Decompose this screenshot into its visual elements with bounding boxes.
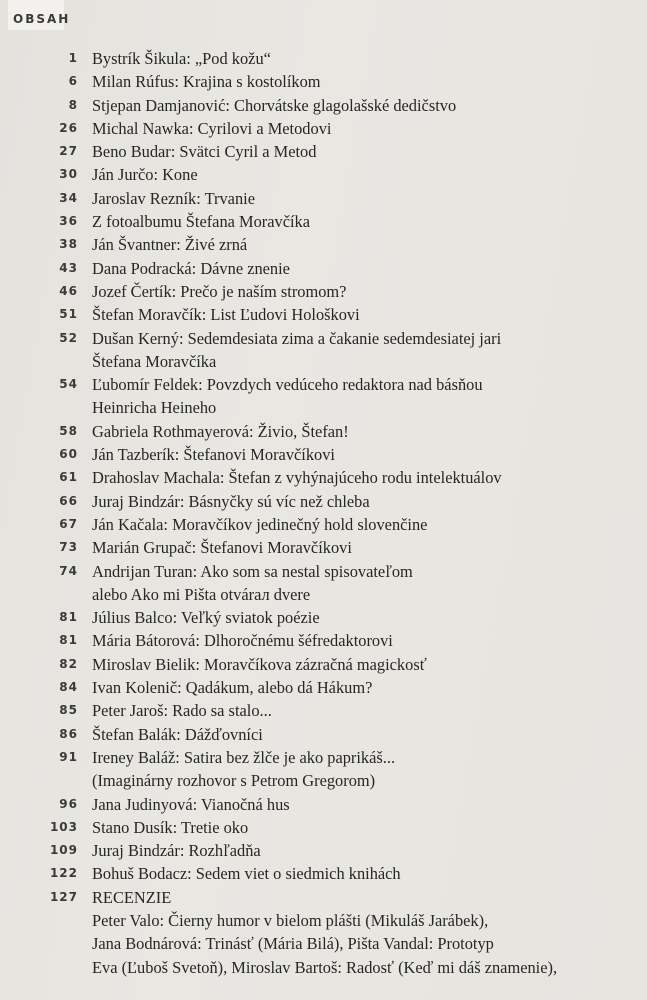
toc-entry <box>0 94 647 117</box>
toc-entry <box>0 839 647 862</box>
entry-title: Jozef Čertík: Prečo je naším stromom? <box>92 281 347 301</box>
page-number: 51 <box>59 307 78 322</box>
entry-title: Štefan Moravčík: List Ľudovi Hološkovi <box>92 305 360 325</box>
entry-title: Ján Švantner: Živé zrná <box>92 235 248 255</box>
entry-title: (Imaginárny rozhovor s Petrom Gregorom) <box>92 771 376 791</box>
entry-title: Miroslav Bielik: Moravčíkova zázračná magickosť <box>92 654 427 674</box>
page-number: 36 <box>59 214 78 229</box>
page-number: 109 <box>49 843 78 858</box>
page-number: 6 <box>68 74 78 89</box>
toc-entry <box>0 699 647 722</box>
toc-entry-continuation <box>0 396 647 419</box>
page-number: 60 <box>59 447 78 462</box>
page-number: 8 <box>68 97 78 112</box>
toc-entry-continuation <box>0 956 647 979</box>
entry-title: Milan Rúfus: Krajina s kostolíkom <box>92 72 321 92</box>
entry-title: Bohuš Bodacz: Sedem viet o siedmich knihách <box>92 864 401 884</box>
toc-entry <box>0 443 647 466</box>
toc-entry <box>0 560 647 583</box>
page-number: 27 <box>59 144 78 159</box>
entry-title: Michal Nawka: Cyrilovi a Metodovi <box>92 118 332 138</box>
entry-title: Peter Jaroš: Rado sa stalo... <box>92 701 272 721</box>
toc-entry <box>0 886 647 909</box>
entry-title: Ľubomír Feldek: Povzdych vedúceho redaktora nad básňou <box>92 375 483 395</box>
entry-title: Ireney Baláž: Satira bez žlče je ako paprikáš... <box>92 747 396 767</box>
toc-entry-continuation <box>0 769 647 792</box>
page-number: 1 <box>68 51 78 65</box>
page-number: 81 <box>59 633 78 648</box>
entry-title: Stano Dusík: Tretie oko <box>92 817 249 837</box>
page-number: 122 <box>49 866 78 881</box>
page-number: 58 <box>59 423 78 438</box>
toc-entry-continuation <box>0 932 647 955</box>
entry-title: Stjepan Damjanović: Chorvátske glagolašské dedičstvo <box>92 95 457 115</box>
toc-entry <box>0 490 647 513</box>
page-number: 34 <box>59 190 78 205</box>
toc-entry <box>0 257 647 280</box>
toc-entry <box>0 746 647 769</box>
page-number: 30 <box>59 167 78 182</box>
page-number: 103 <box>49 819 78 834</box>
page-number: 43 <box>59 260 78 275</box>
toc-entry <box>0 327 647 350</box>
entry-title: alebo Ako mi Pišta otvárал dvere <box>92 584 311 604</box>
entry-title: Heinricha Heineho <box>92 398 217 418</box>
entry-title: Gabriela Rothmayerová: Živio, Štefan! <box>92 421 349 441</box>
page-number: 91 <box>59 749 78 764</box>
entry-title: Juraj Bindzár: Rozhľadňa <box>92 841 261 861</box>
page-number: 73 <box>59 540 78 555</box>
section-heading: OBSAH <box>13 12 71 26</box>
toc-entry <box>0 210 647 233</box>
entry-title: Ján Kačala: Moravčíkov jedinečný hold slovenčine <box>92 514 428 534</box>
page-number: 26 <box>59 120 78 135</box>
toc-entry <box>0 233 647 256</box>
toc-entry <box>0 793 647 816</box>
toc-entry <box>0 862 647 885</box>
entry-title: Eva (Ľuboš Svetoň), Miroslav Bartoš: Radosť (Keď mi dáš znamenie), <box>92 957 558 977</box>
page-number: 61 <box>59 470 78 485</box>
toc-entry <box>0 723 647 746</box>
entry-title: Bystrík Šikula: „Pod kožu“ <box>92 49 271 68</box>
entry-title: Július Balco: Veľký sviatok poézie <box>92 608 320 628</box>
toc-entry <box>0 653 647 676</box>
page-number: 46 <box>59 283 78 298</box>
entry-title: Ján Jurčo: Kone <box>92 165 198 185</box>
entry-title: Drahoslav Machala: Štefan z vyhýnajúceho rodu intelektuálov <box>92 468 502 488</box>
entry-title: Jaroslav Rezník: Trvanie <box>92 188 255 208</box>
toc-entry-continuation <box>0 583 647 606</box>
entry-title: Z fotoalbumu Štefana Moravčíka <box>92 212 311 232</box>
toc-entry <box>0 676 647 699</box>
toc-entry <box>0 466 647 489</box>
entry-title: Ivan Kolenič: Qadákum, alebo dá Hákum? <box>92 678 373 698</box>
toc-entry-continuation <box>0 909 647 932</box>
page-number: 96 <box>59 796 78 811</box>
entry-title: Beno Budar: Svätci Cyril a Metod <box>92 142 317 162</box>
entry-title: Štefan Balák: Dážďovníci <box>92 724 263 744</box>
toc-entry <box>0 513 647 536</box>
toc-entry <box>0 47 647 70</box>
toc-entry <box>0 303 647 326</box>
toc-entry <box>0 140 647 163</box>
page-number: 82 <box>59 656 78 671</box>
toc-entry <box>0 163 647 186</box>
entry-title: Jana Bodnárová: Trinásť (Mária Bilá), Pišta Vandal: Prototyp <box>92 934 494 954</box>
toc-entry <box>0 420 647 443</box>
toc-entry-continuation <box>0 350 647 373</box>
entry-title: RECENZIE <box>92 887 172 907</box>
page-number: 38 <box>59 237 78 252</box>
toc-entry <box>0 816 647 839</box>
page-number: 81 <box>59 610 78 625</box>
page-number: 67 <box>59 516 78 531</box>
entry-title: Peter Valo: Čierny humor v bielom plášti (Mikuláš Jarábek), <box>92 910 489 930</box>
page-number: 74 <box>59 563 78 578</box>
toc-entry <box>0 536 647 559</box>
toc-entry <box>0 606 647 629</box>
toc-entry <box>0 373 647 396</box>
entry-title: Andrijan Turan: Ako som sa nestal spisovateľom <box>92 561 413 581</box>
entry-title: Jana Judinyová: Vianočná hus <box>92 794 290 814</box>
entry-title: Štefana Moravčíka <box>92 351 217 371</box>
entry-title: Marián Grupač: Štefanovi Moravčíkovi <box>92 538 352 558</box>
toc-entry <box>0 70 647 93</box>
toc-entry <box>0 117 647 140</box>
table-of-contents <box>0 47 647 979</box>
entry-title: Dušan Kerný: Sedemdesiata zima a čakanie sedemdesiatej jari <box>92 328 502 348</box>
page-number: 127 <box>49 889 78 904</box>
page-number: 52 <box>59 330 78 345</box>
toc-entry <box>0 280 647 303</box>
entry-title: Mária Bátorová: Dlhoročnému šéfredaktorovi <box>92 631 393 651</box>
entry-title: Ján Tazberík: Štefanovi Moravčíkovi <box>92 445 335 465</box>
entry-title: Juraj Bindzár: Básnyčky sú víc než chleba <box>92 491 370 511</box>
page-number: 84 <box>59 680 78 695</box>
entry-title: Dana Podracká: Dávne znenie <box>92 258 290 278</box>
page-number: 85 <box>59 703 78 718</box>
toc-entry <box>0 187 647 210</box>
page-number: 86 <box>59 726 78 741</box>
page-number: 54 <box>59 377 78 392</box>
toc-entry <box>0 629 647 652</box>
page-number: 66 <box>59 493 78 508</box>
